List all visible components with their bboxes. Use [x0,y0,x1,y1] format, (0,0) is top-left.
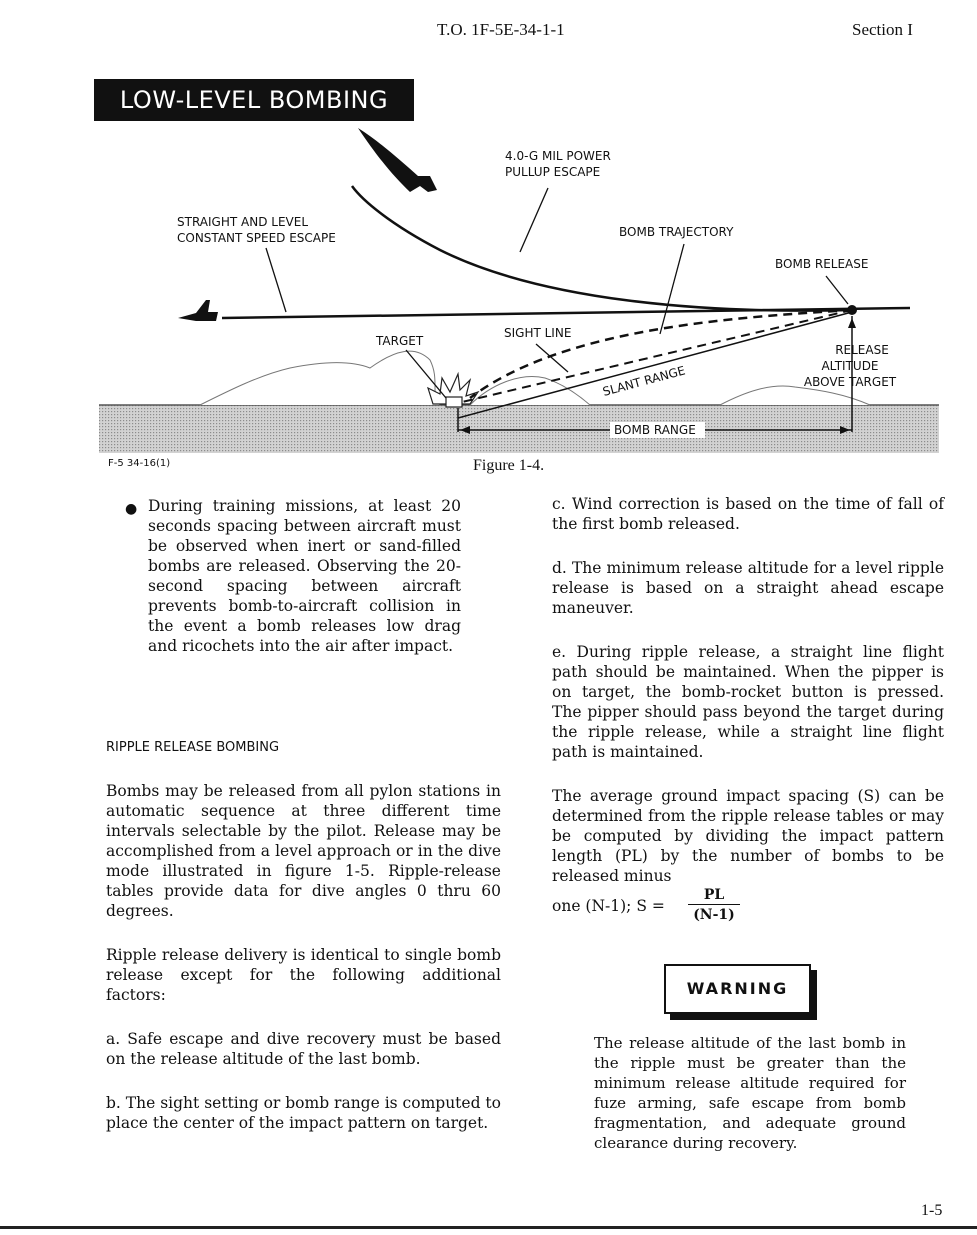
label-sight-line: SIGHT LINE [504,326,572,340]
bullet-dot-icon: ● [125,501,138,517]
paragraph-factor-a: a. Safe escape and dive recovery must be based on the release altitude of the last bomb. [106,1030,501,1068]
label-bomb-release: BOMB RELEASE [775,257,869,271]
label-bomb-trajectory: BOMB TRAJECTORY [619,225,734,239]
page-number: 1-5 [921,1202,943,1219]
label-slant-range: SLANT RANGE [601,363,687,399]
warning-label: WARNING [664,964,811,1014]
left-column [106,781,501,1157]
altitude-arrowhead [848,318,856,328]
formula-fraction [688,886,740,925]
label-pullup-2: PULLUP ESCAPE [505,165,601,179]
pullup-escape-curve [352,186,852,311]
bomb-release-point [847,305,857,315]
paragraph-factor-d: d. The minimum release altitude for a level ripple release is based on a straight ahead escape maneuver. [552,559,944,617]
paragraph-ripple-intro: Bombs may be released from all pylon stations in automatic sequence at three different time intervals selectable by the pilot. Release may be accomplished from a level approach or in the dive mode illustrated in figure 1-5. Ripple-release tables provide data for dive angles 0 thru 60 degrees. [106,782,501,920]
right-column [552,494,944,910]
figure-caption: Figure 1-4. [473,457,545,474]
label-release-altitude-2: ALTITUDE [821,359,879,373]
training-note-text: During training missions, at least 20 seconds spacing between aircraft must be observed when inert or sand-filled bombs are released. Observing the 20-second spacing between aircraft prevents bomb-to-aircraft collision in the event a bomb releases low drag and ricochets into the air after impact. [148,497,461,655]
label-target: TARGET [376,334,424,348]
figure-id: F-5 34-16(1) [108,458,171,469]
release-leader [826,276,848,304]
label-pullup-1: 4.0-G MIL POWER [505,149,611,163]
aircraft-climbing-icon [358,128,437,192]
formula-numerator: PL [688,886,740,905]
section-label: Section I [852,20,913,39]
section-heading: RIPPLE RELEASE BOMBING [106,740,280,755]
ground-strip [99,405,939,453]
hills-middle [470,377,590,405]
trajectory-leader [660,244,684,334]
label-bomb-range: BOMB RANGE [614,423,696,437]
straight-leader [266,248,286,312]
label-release-altitude-1: RELEASE [835,343,889,357]
document-number: T.O. 1F-5E-34-1-1 [437,20,565,39]
label-straight-2: CONSTANT SPEED ESCAPE [177,231,336,245]
formula-prefix: one (N-1); S = [552,897,665,915]
label-release-altitude-3: ABOVE TARGET [803,375,897,389]
formula-denominator: (N-1) [693,907,735,923]
bottom-rule [0,1226,977,1229]
paragraph-factor-e: e. During ripple release, a straight line flight path should be maintained. When the pipper is on target, the bomb-rocket button is pressed. The pipper should pass beyond the target during the ripple release, while a straight line flight path is maintained. [552,643,944,761]
target-marker [446,397,462,407]
paragraph-factor-c: c. Wind correction is based on the time of fall of the first bomb released. [552,495,944,533]
aircraft-level-icon [178,300,218,321]
spacing-formula [552,887,735,923]
paragraph-ripple-identical: Ripple release delivery is identical to single bomb release except for the following additional factors: [106,946,501,1004]
paragraph-factor-b: b. The sight setting or bomb range is computed to place the center of the impact pattern on target. [106,1094,501,1132]
low-level-bombing-diagram [0,120,977,455]
pullup-leader [520,188,548,252]
sightline-leader [536,344,568,372]
warning-text: The release altitude of the last bomb in the ripple must be greater than the minimum release altitude required for fuze arming, safe escape from bomb fragmentation, and adequate ground clearance during recovery. [594,1034,906,1152]
paragraph-impact-spacing: The average ground impact spacing (S) can be determined from the ripple release tables or may be computed by dividing the impact pattern length (PL) by the number of bombs to be released minus [552,787,944,885]
label-straight-1: STRAIGHT AND LEVEL [177,215,308,229]
hills-left [200,351,440,405]
page-banner: LOW-LEVEL BOMBING [94,79,414,121]
